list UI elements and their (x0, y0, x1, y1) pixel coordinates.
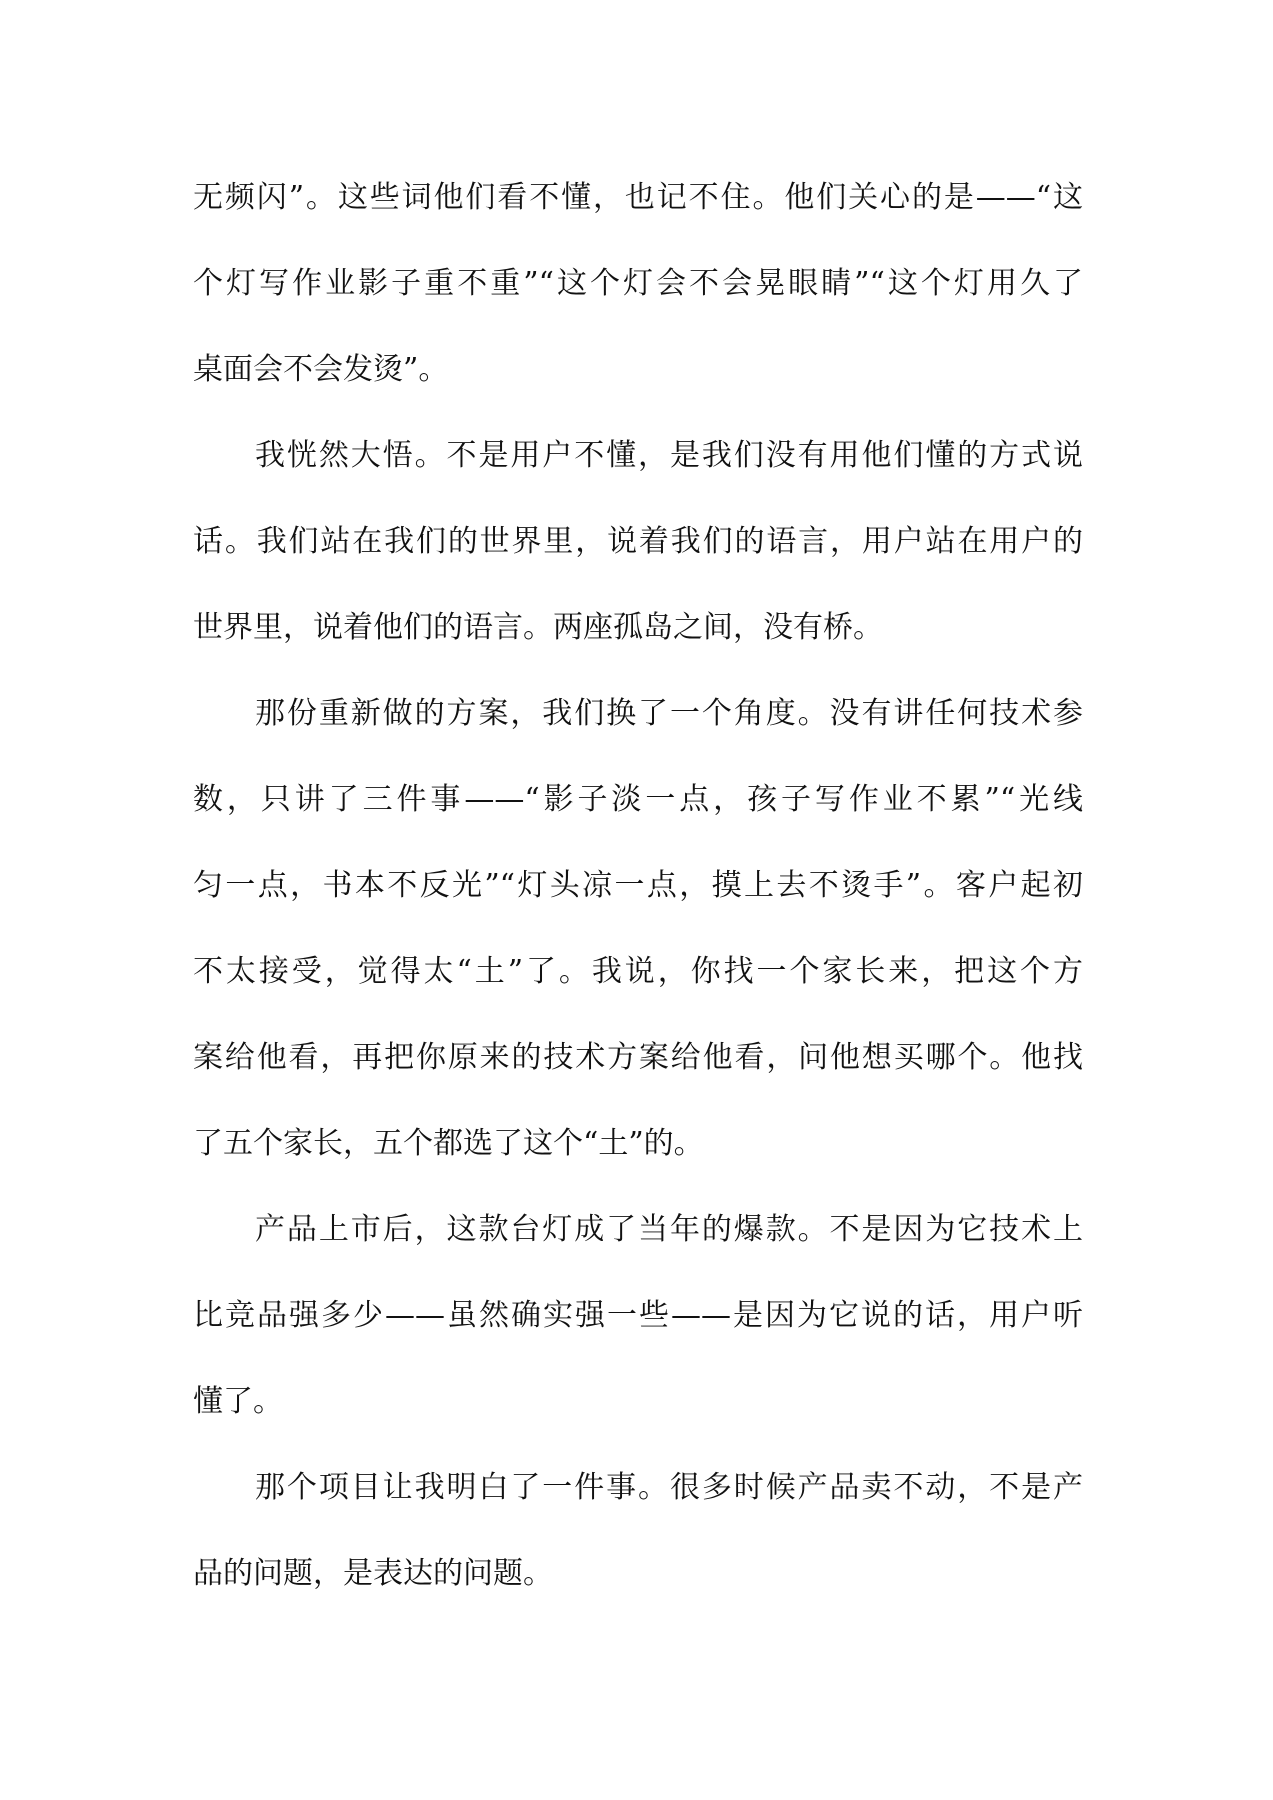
text-line: 世界里，说着他们的语言。两座孤岛之间，没有桥。 (193, 610, 883, 645)
text-line: 数，只讲了三件事——“影子淡一点，孩子写作业不累”“光线 (193, 782, 1083, 817)
text-line: 无频闪”。这些词他们看不懂，也记不住。他们关心的是——“这 (193, 180, 1083, 215)
text-line: 比竞品强多少——虽然确实强一些——是因为它说的话，用户听 (193, 1298, 1083, 1333)
text-line: 品的问题，是表达的问题。 (193, 1556, 553, 1591)
text-line: 话。我们站在我们的世界里，说着我们的语言，用户站在用户的 (193, 524, 1083, 559)
text-line: 匀一点，书本不反光”“灯头凉一点，摸上去不烫手”。客户起初 (193, 868, 1083, 903)
paragraph-3 (193, 686, 1083, 1202)
paragraph-5 (193, 1460, 1083, 1632)
paragraph-2 (193, 428, 1083, 686)
text-line: 我恍然大悟。不是用户不懂，是我们没有用他们懂的方式说 (255, 438, 1083, 473)
text-line: 那个项目让我明白了一件事。很多时候产品卖不动，不是产 (255, 1470, 1083, 1505)
text-line: 案给他看，再把你原来的技术方案给他看，问他想买哪个。他找 (193, 1040, 1083, 1075)
text-line: 桌面会不会发烫”。 (193, 352, 449, 387)
text-line: 产品上市后，这款台灯成了当年的爆款。不是因为它技术上 (255, 1212, 1083, 1247)
body-text (193, 170, 1083, 1632)
text-line: 了五个家长，五个都选了这个“土”的。 (193, 1126, 704, 1161)
paragraph-4 (193, 1202, 1083, 1460)
text-line: 懂了。 (193, 1384, 283, 1419)
text-line: 个灯写作业影子重不重”“这个灯会不会晃眼睛”“这个灯用久了 (193, 266, 1083, 301)
text-line: 不太接受，觉得太“土”了。我说，你找一个家长来，把这个方 (193, 954, 1083, 989)
paragraph-1 (193, 170, 1083, 428)
text-line: 那份重新做的方案，我们换了一个角度。没有讲任何技术参 (255, 696, 1083, 731)
